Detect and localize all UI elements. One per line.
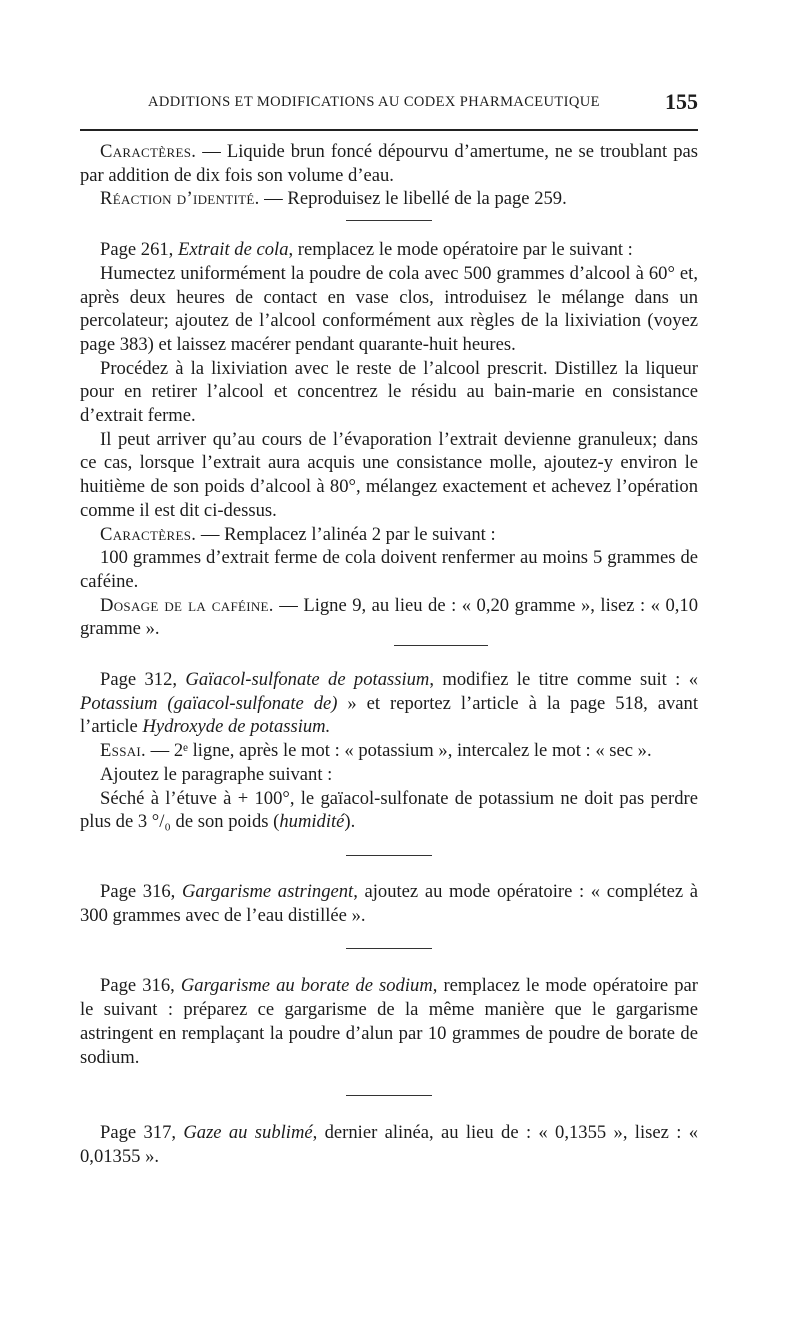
paragraph [80, 594, 698, 641]
paragraph: Il peut arriver qu’au cours de l’évaporation l’extrait devienne granuleux; dans ce cas, lorsque l’extrait aura acquis une consistance molle, ajoutez-y environ le huitième de son poids d’alcool à 80°, mélangez exactement et achevez l’opération comme il est dit ci-dessus. [80, 428, 698, 521]
article-title: Gargarisme astringent [181, 880, 354, 902]
page-number: 155 [665, 89, 698, 114]
paragraph-text: Page 316, [100, 975, 181, 997]
separator-rule [346, 855, 432, 856]
paragraph-text: , ajoutez au mode opératoire : « complétez à 300 grammes avec de l’eau distillée ». [80, 880, 698, 926]
paragraph [80, 238, 698, 262]
separator-rule [346, 948, 432, 949]
paragraph-text: Page 316, [100, 880, 182, 902]
paragraph [80, 1121, 698, 1168]
paragraph-text: Page 261, [100, 239, 178, 261]
paragraph-text: , remplacez le mode opératoire par le suivant : [288, 239, 633, 261]
paragraph-text: Séché à l’étuve à + 100°, le gaïacol-sulfonate de potassium ne doit pas perdre plus de 3 °/₀ de son poids ( [80, 787, 698, 833]
paragraph-text: , remplacez le mode opératoire par le suivant : préparez ce gargarisme de la même manière que le gargarisme astringent en remplaçant la poudre d’alun par 10 grammes de poudre de borate de sodium. [80, 975, 699, 1068]
paragraph-text: » et reportez l’article à la page 518, avant l’article [80, 692, 698, 738]
paragraph-text: , modifiez le titre comme suit : « [429, 669, 698, 691]
paragraph-text: — Ligne 9, au lieu de : « 0,20 gramme », lisez : « 0,10 gramme ». [80, 594, 698, 640]
paragraph [80, 668, 698, 739]
paragraph [80, 187, 698, 211]
italic-term: humidité [279, 811, 345, 833]
article-title: Gargarisme au borate de sodium [180, 975, 433, 997]
paragraph [80, 739, 698, 763]
separator-rule [346, 220, 432, 221]
paragraph-text: — Reproduisez le libellé de la page 259. [259, 188, 567, 210]
page-body [80, 140, 698, 1169]
article-title: Gaze au sublimé [183, 1122, 313, 1144]
section-label: Essai. [100, 740, 146, 762]
paragraph [80, 140, 698, 187]
article-title: Hydroxyde de potassium. [142, 716, 331, 738]
paragraph: Procédez à la lixiviation avec le reste de l’alcool prescrit. Distillez la liqueur pour en retirer l’alcool et concentrez le résidu au bain-marie en consistance d’extrait ferme. [80, 357, 698, 427]
paragraph: 100 grammes d’extrait ferme de cola doivent renfermer au moins 5 grammes de caféine. [80, 547, 698, 592]
paragraph-text: ). [344, 811, 356, 833]
paragraph-text: Page 317, [100, 1122, 184, 1144]
paragraph: Humectez uniformément la poudre de cola avec 500 grammes d’alcool à 60° et, après deux heures de contact en vase clos, introduisez le mélange dans un percolateur; ajoutez de l’alcool conformément aux règles de la lixiviation (voyez page 383) et laissez macérer pendant quarante-huit heures. [80, 262, 698, 355]
separator-rule [346, 1095, 432, 1096]
section-label: Caractères. [100, 523, 197, 545]
section-label: Caractères. [100, 141, 197, 162]
article-title: Extrait de cola [177, 239, 289, 261]
paragraph-text: — Remplacez l’alinéa 2 par le suivant : [196, 523, 496, 545]
paragraph [80, 974, 698, 1069]
article-title: Potassium (gaïacol-sulfonate de) [80, 692, 338, 714]
paragraph-text: — 2ᵉ ligne, après le mot : « potassium », intercalez le mot : « sec ». [145, 740, 652, 762]
paragraph [80, 880, 698, 927]
section-label: Dosage de la caféine. [100, 594, 274, 616]
paragraph-text: Page 312, [100, 669, 186, 691]
paragraph-text: — Liquide brun foncé dépourvu d’amertume, ne se troublant pas par addition de dix fois son volume d’eau. [80, 141, 698, 186]
paragraph: Ajoutez le paragraphe suivant : [100, 763, 333, 785]
header-rule [80, 129, 698, 131]
article-title: Gaïacol-sulfonate de potassium [185, 669, 430, 691]
paragraph [80, 787, 698, 834]
paragraph [80, 523, 698, 547]
separator-rule [394, 645, 488, 646]
paragraph-text: , dernier alinéa, au lieu de : « 0,1355 », lisez : « 0,01355 ». [80, 1122, 698, 1167]
page-header [80, 89, 698, 122]
running-title: ADDITIONS ET MODIFICATIONS AU CODEX PHARMACEUTIQUE [148, 94, 600, 110]
section-label: Réaction d’identité. [100, 188, 260, 210]
